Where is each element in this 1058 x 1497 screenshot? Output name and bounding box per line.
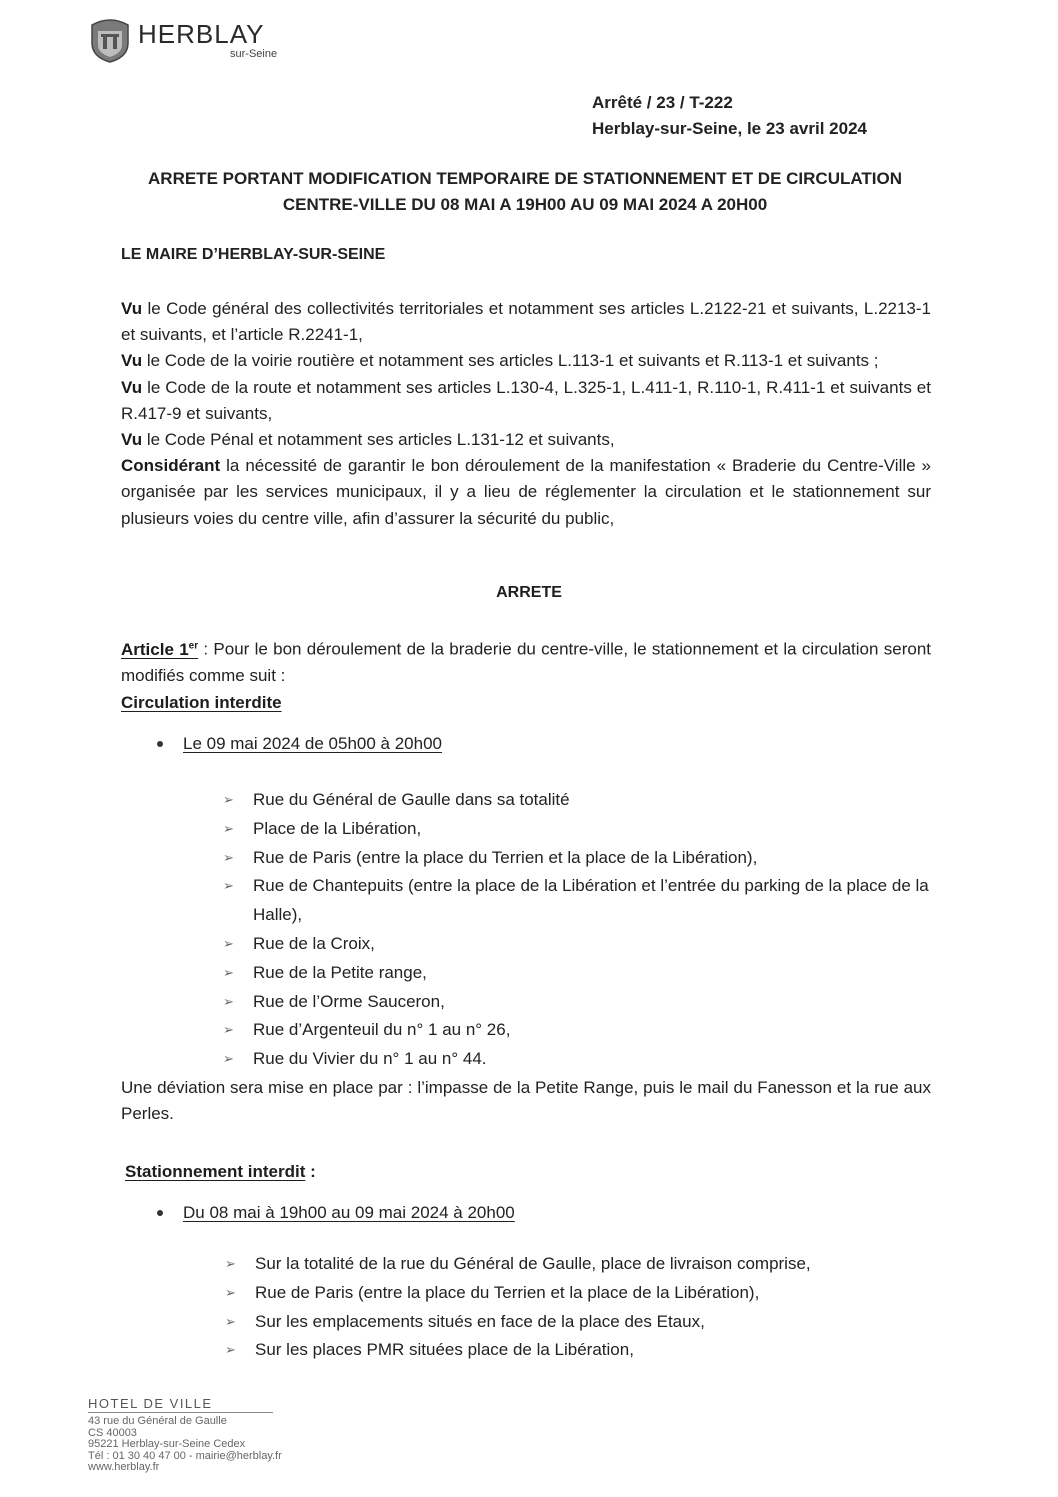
reference-block bbox=[592, 90, 867, 142]
list-item: ➢ Rue du Général de Gaulle dans sa totalité bbox=[223, 786, 933, 815]
arrow-bullet-icon: ➢ bbox=[223, 792, 234, 807]
stationnement-heading: Stationnement interdit : bbox=[125, 1162, 316, 1181]
arrow-bullet-icon: ➢ bbox=[223, 1022, 234, 1038]
list-item: ➢ Place de la Libération, bbox=[223, 815, 933, 844]
arrow-bullet-icon: ➢ bbox=[223, 964, 234, 980]
arrow-bullet-icon: ➢ bbox=[223, 849, 234, 865]
bullet-icon bbox=[157, 741, 163, 747]
arrow-bullet-icon: ➢ bbox=[225, 1284, 236, 1300]
arrow-bullet-icon: ➢ bbox=[223, 878, 234, 894]
logo-name: HERBLAY bbox=[138, 18, 265, 49]
list-item: ➢ Rue de l’Orme Sauceron, bbox=[223, 988, 933, 1017]
mayor-heading: LE MAIRE D’HERBLAY-SUR-SEINE bbox=[121, 246, 386, 263]
footer-line: www.herblay.fr bbox=[88, 1461, 160, 1474]
arrete-heading: ARRETE bbox=[496, 584, 562, 601]
crest-icon bbox=[88, 17, 132, 63]
arrow-bullet-icon: ➢ bbox=[225, 1256, 236, 1271]
list-item: ➢ Rue d’Argenteuil du n° 1 au n° 26, bbox=[223, 1016, 933, 1045]
arrow-bullet-icon: ➢ bbox=[223, 935, 234, 951]
footer-line: 43 rue du Général de Gaulle bbox=[88, 1415, 227, 1427]
deviation-text: Une déviation sera mise en place par : l’impasse de la Petite Range, puis le mail du Fanesson et la rue aux Perles. bbox=[121, 1078, 931, 1124]
arrow-bullet-icon: ➢ bbox=[223, 1051, 234, 1067]
list-item: ➢ Rue de Chantepuits (entre la place de la Libération et l’entrée du parking de la place de la Halle), bbox=[223, 872, 933, 930]
article-1-label: Article 1er bbox=[121, 639, 199, 659]
decree-reference: Arrêté / 23 / T-222 bbox=[592, 93, 733, 112]
bullet-icon bbox=[157, 1210, 163, 1216]
footer-address bbox=[88, 1395, 282, 1474]
title-line-2: CENTRE-VILLE DU 08 MAI A 19H00 AU 09 MAI 2024 A 20H00 bbox=[282, 195, 768, 214]
footer-line: CS 40003 bbox=[88, 1426, 137, 1439]
footer-line: 95221 Herblay-sur-Seine Cedex bbox=[88, 1438, 246, 1451]
visa-item: Considérant la nécessité de garantir le bon déroulement de la manifestation « Braderie du Centre-Ville » organisée par les services municipaux, il y a lieu de réglementer la circulation et le stationnement sur plusieurs voies du centre ville, afin d’assurer la sécurité du public, bbox=[121, 456, 931, 528]
logo-subtitle: sur-Seine bbox=[230, 47, 278, 60]
stationnement-list bbox=[225, 1250, 935, 1365]
document-title bbox=[110, 166, 940, 218]
visa-item: Vu le Code de la route et notamment ses articles L.130-4, L.325-1, L.411-1, R.110-1, R.411-1 et suivants et R.417-9 et suivants, bbox=[121, 377, 931, 423]
article-1: Article 1er : Pour le bon déroulement de la braderie du centre-ville, le stationnement et la circulation seront modifiés comme suit : bbox=[121, 639, 931, 685]
arrow-bullet-icon: ➢ bbox=[223, 820, 234, 836]
title-line-1: ARRETE PORTANT MODIFICATION TEMPORAIRE DE STATIONNEMENT ET DE CIRCULATION bbox=[148, 169, 902, 188]
list-item: ➢ Rue de la Croix, bbox=[223, 930, 933, 959]
circulation-period: Le 09 mai 2024 de 05h00 à 20h00 bbox=[157, 734, 442, 754]
visa-item: Vu le Code général des collectivités territoriales et notamment ses articles L.2122-21 et suivants, L.2213-1 et suivants, et l’article R.2241-1, bbox=[121, 299, 931, 345]
visa-item: Vu le Code Pénal et notamment ses articles L.131-12 et suivants, bbox=[121, 430, 615, 450]
visas-block bbox=[121, 296, 931, 532]
list-item: ➢ Sur les emplacements situés en face de la place des Etaux, bbox=[225, 1308, 935, 1337]
list-item: ➢ Rue du Vivier du n° 1 au n° 44. bbox=[223, 1045, 933, 1074]
arrow-bullet-icon: ➢ bbox=[225, 1342, 236, 1358]
arrow-bullet-icon: ➢ bbox=[223, 993, 234, 1009]
list-item: ➢ Rue de Paris (entre la place du Terrien et la place de la Libération), bbox=[223, 844, 933, 873]
place-date: Herblay-sur-Seine, le 23 avril 2024 bbox=[592, 119, 867, 138]
arrow-bullet-icon: ➢ bbox=[225, 1313, 236, 1329]
visa-item: Vu le Code de la voirie routière et notamment ses articles L.113-1 et suivants et R.113-1 et suivants ; bbox=[121, 351, 879, 371]
list-item: ➢ Sur les places PMR situées place de la Libération, bbox=[225, 1336, 935, 1365]
footer-title: HOTEL DE VILLE bbox=[88, 1396, 273, 1413]
list-item: ➢ Rue de la Petite range, bbox=[223, 959, 933, 988]
city-logo bbox=[88, 17, 277, 63]
list-item: ➢ Sur la totalité de la rue du Général de Gaulle, place de livraison comprise, bbox=[225, 1250, 935, 1279]
circulation-list bbox=[223, 786, 933, 1074]
list-item: ➢ Rue de Paris (entre la place du Terrien et la place de la Libération), bbox=[225, 1279, 935, 1308]
circulation-heading: Circulation interdite bbox=[121, 693, 282, 712]
footer-line: Tél : 01 30 40 47 00 - mairie@herblay.fr bbox=[88, 1449, 282, 1462]
stationnement-period: Du 08 mai à 19h00 au 09 mai 2024 à 20h00 bbox=[157, 1203, 515, 1223]
